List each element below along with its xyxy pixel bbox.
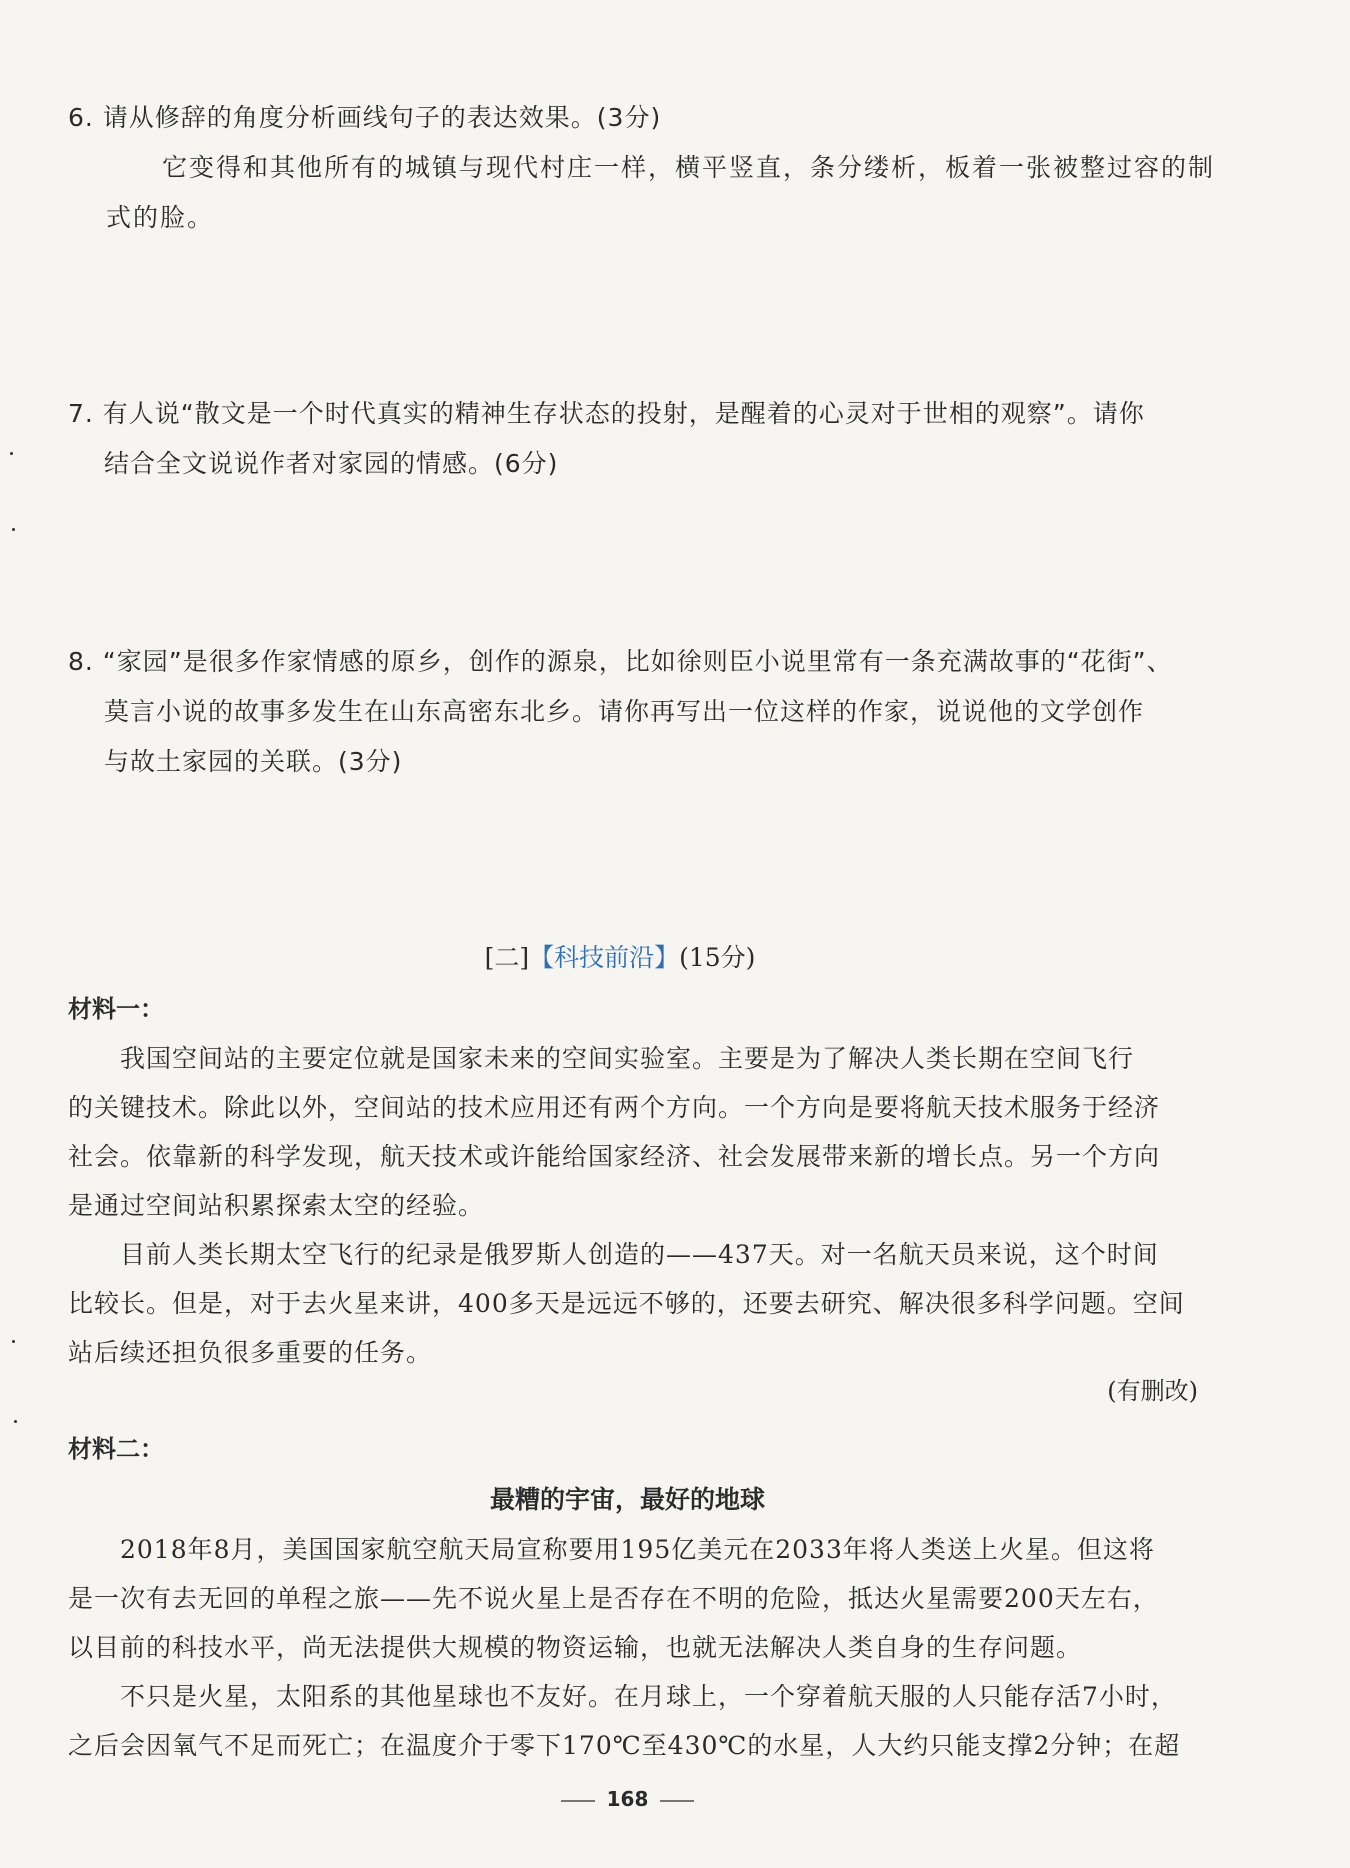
section-title	[0, 940, 1240, 976]
scan-mark	[14, 1420, 17, 1423]
material-2-line: 2018年8月，美国国家航空航天局宣称要用195亿美元在2033年将人类送上火星。但这将	[120, 1535, 1155, 1564]
material-1-line: 比较长。但是，对于去火星来讲，400多天是远远不够的，还要去研究、解决很多科学问题。空间	[68, 1289, 1185, 1318]
question-8-line-3: 与故土家园的关联。(3分)	[104, 747, 403, 776]
page-footer	[0, 1787, 1255, 1811]
material-2-line: 是一次有去无回的单程之旅——先不说火星上是否存在不明的危险，抵达火星需要200天左右，	[68, 1584, 1159, 1613]
material-1-line: 目前人类长期太空飞行的纪录是俄罗斯人创造的——437天。对一名航天员来说，这个时间	[120, 1240, 1159, 1269]
material-1-line: 的关键技术。除此以外，空间站的技术应用还有两个方向。一个方向是要将航天技术服务于经济	[68, 1093, 1161, 1122]
material-2-line: 之后会因氧气不足而死亡；在温度介于零下170℃至430℃的水星，人大约只能支撑2分钟；在超	[68, 1731, 1181, 1760]
question-7-line-1: 7. 有人说“散文是一个时代真实的精神生存状态的投射，是醒着的心灵对于世相的观察”。请你	[68, 399, 1145, 428]
source-note: (有删改)	[1107, 1377, 1198, 1405]
section-tag: 【科技前沿】	[529, 943, 680, 972]
material-1-line: 社会。依靠新的科学发现，航天技术或许能给国家经济、社会发展带来新的增长点。另一个方向	[68, 1142, 1161, 1171]
footer-dash-right	[660, 1800, 694, 1802]
material-1-line: 我国空间站的主要定位就是国家未来的空间实验室。主要是为了解决人类长期在空间飞行	[120, 1044, 1135, 1073]
underlined-quote-line-1: 它变得和其他所有的城镇与现代村庄一样，横平竖直，条分缕析，板着一张被整过容的制	[162, 153, 1216, 182]
section-number: [二]	[484, 943, 530, 972]
scan-mark	[12, 1340, 15, 1343]
scan-mark	[10, 452, 13, 455]
footer-dash-left	[561, 1800, 595, 1802]
material-2-line: 不只是火星，太阳系的其他星球也不友好。在月球上，一个穿着航天服的人只能存活7小时，	[120, 1682, 1177, 1711]
question-8-line-2: 莫言小说的故事多发生在山东高密东北乡。请你再写出一位这样的作家，说说他的文学创作	[104, 697, 1145, 726]
material-1-line: 是通过空间站积累探索太空的经验。	[68, 1191, 485, 1220]
question-8-line-1: 8. “家园”是很多作家情感的原乡，创作的源泉，比如徐则臣小说里常有一条充满故事的“花街”、	[68, 647, 1173, 676]
page-number: 168	[606, 1787, 649, 1811]
article-title: 最糟的宇宙，最好的地球	[489, 1485, 765, 1514]
section-score: (15分)	[679, 943, 756, 972]
question-7-line-2: 结合全文说说作者对家园的情感。(6分)	[104, 449, 559, 478]
scan-mark	[12, 528, 15, 531]
question-6: 6. 请从修辞的角度分析画线句子的表达效果。(3分)	[68, 103, 662, 132]
underlined-quote-line-2: 式的脸。	[106, 203, 215, 232]
material-1-heading: 材料一：	[68, 995, 164, 1023]
material-1-line: 站后续还担负很多重要的任务。	[68, 1338, 433, 1367]
material-2-line: 以目前的科技水平，尚无法提供大规模的物资运输，也就无法解决人类自身的生存问题。	[68, 1633, 1083, 1662]
material-2-heading: 材料二：	[68, 1435, 164, 1463]
